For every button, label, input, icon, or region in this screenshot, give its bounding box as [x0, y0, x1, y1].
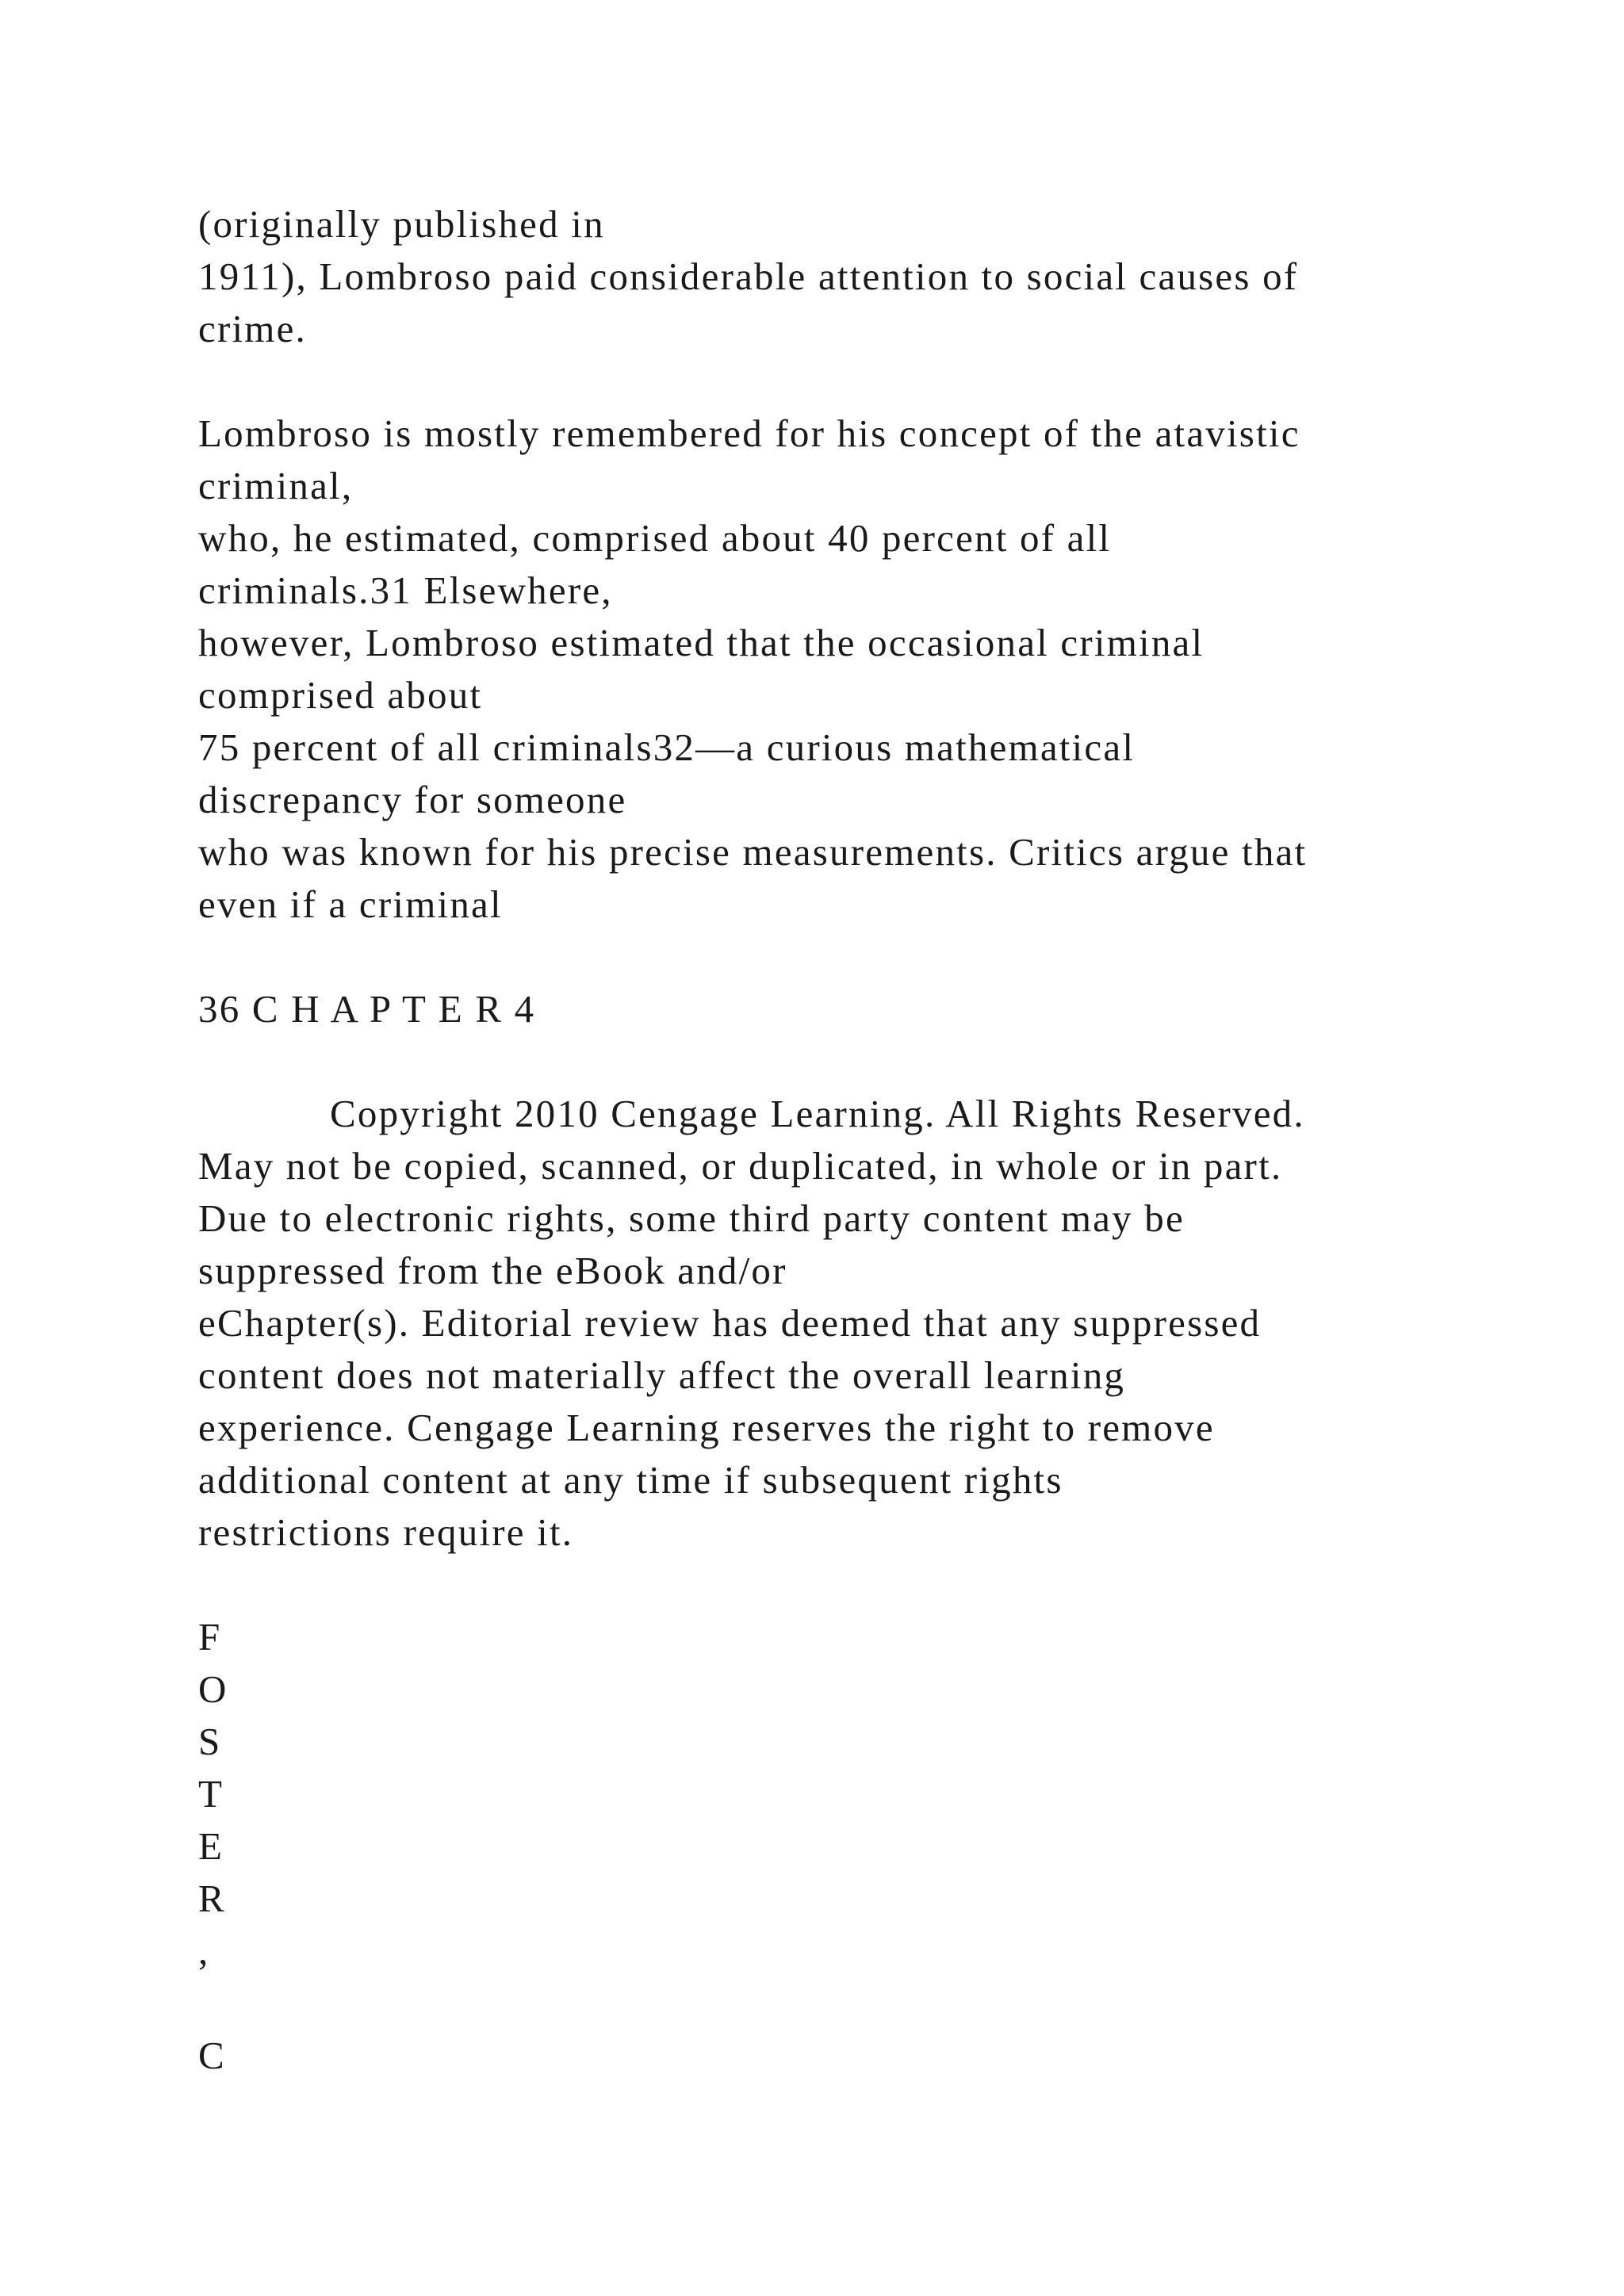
- vertical-author-letters: [198, 1611, 1483, 1977]
- copyright-notice: [198, 1088, 1483, 1559]
- text-line: comprised about: [198, 673, 483, 717]
- text-line: restrictions require it.: [198, 1510, 574, 1554]
- text-line: who was known for his precise measurements. Critics argue that: [198, 830, 1308, 874]
- vertical-letter: ,: [198, 1929, 210, 1973]
- vertical-letter: T: [198, 1772, 224, 1816]
- vertical-letter: O: [198, 1667, 228, 1711]
- blank-line: [198, 1977, 1483, 2030]
- paragraph-publication: [198, 198, 1483, 355]
- text-line: Lombroso is mostly remembered for his concept of the atavistic: [198, 411, 1300, 455]
- text-line: experience. Cengage Learning reserves the right to remove: [198, 1406, 1215, 1449]
- text-line: discrepancy for someone: [198, 778, 627, 821]
- text-line: 1911), Lombroso paid considerable attention to social causes of: [198, 254, 1299, 298]
- text-line: however, Lombroso estimated that the occasional criminal: [198, 621, 1205, 664]
- text-block: [198, 198, 1483, 2082]
- blank-line: [198, 355, 1483, 408]
- vertical-letter: F: [198, 1615, 222, 1659]
- text-line: content does not materially affect the overall learning: [198, 1353, 1126, 1397]
- text-line: additional content at any time if subsequent rights: [198, 1458, 1063, 1502]
- blank-line: [198, 931, 1483, 983]
- text-line: (originally published in: [198, 202, 605, 246]
- text-line: Copyright 2010 Cengage Learning. All Rights Reserved.: [330, 1092, 1305, 1135]
- blank-line: [198, 1035, 1483, 1088]
- text-line: eChapter(s). Editorial review has deemed that any suppressed: [198, 1301, 1262, 1345]
- vertical-letter: S: [198, 1720, 222, 1763]
- vertical-letter: R: [198, 1877, 226, 1920]
- text-line: suppressed from the eBook and/or: [198, 1249, 787, 1292]
- text-line: Due to electronic rights, some third party content may be: [198, 1196, 1185, 1240]
- text-line: who, he estimated, comprised about 40 percent of all: [198, 516, 1112, 560]
- vertical-letter: E: [198, 1824, 224, 1868]
- text-line: even if a criminal: [198, 882, 503, 926]
- text-line: May not be copied, scanned, or duplicated, in whole or in part.: [198, 1144, 1283, 1188]
- blank-line: [198, 1559, 1483, 1611]
- text-line: criminals.31 Elsewhere,: [198, 568, 613, 612]
- trailing-letter: C: [198, 2034, 226, 2077]
- text-line: crime.: [198, 307, 307, 350]
- running-footer: 36 C H A P T E R 4: [198, 987, 536, 1031]
- paragraph-atavistic-criminal: [198, 408, 1483, 931]
- text-line: criminal,: [198, 464, 354, 507]
- text-line: 75 percent of all criminals32—a curious mathematical: [198, 725, 1136, 769]
